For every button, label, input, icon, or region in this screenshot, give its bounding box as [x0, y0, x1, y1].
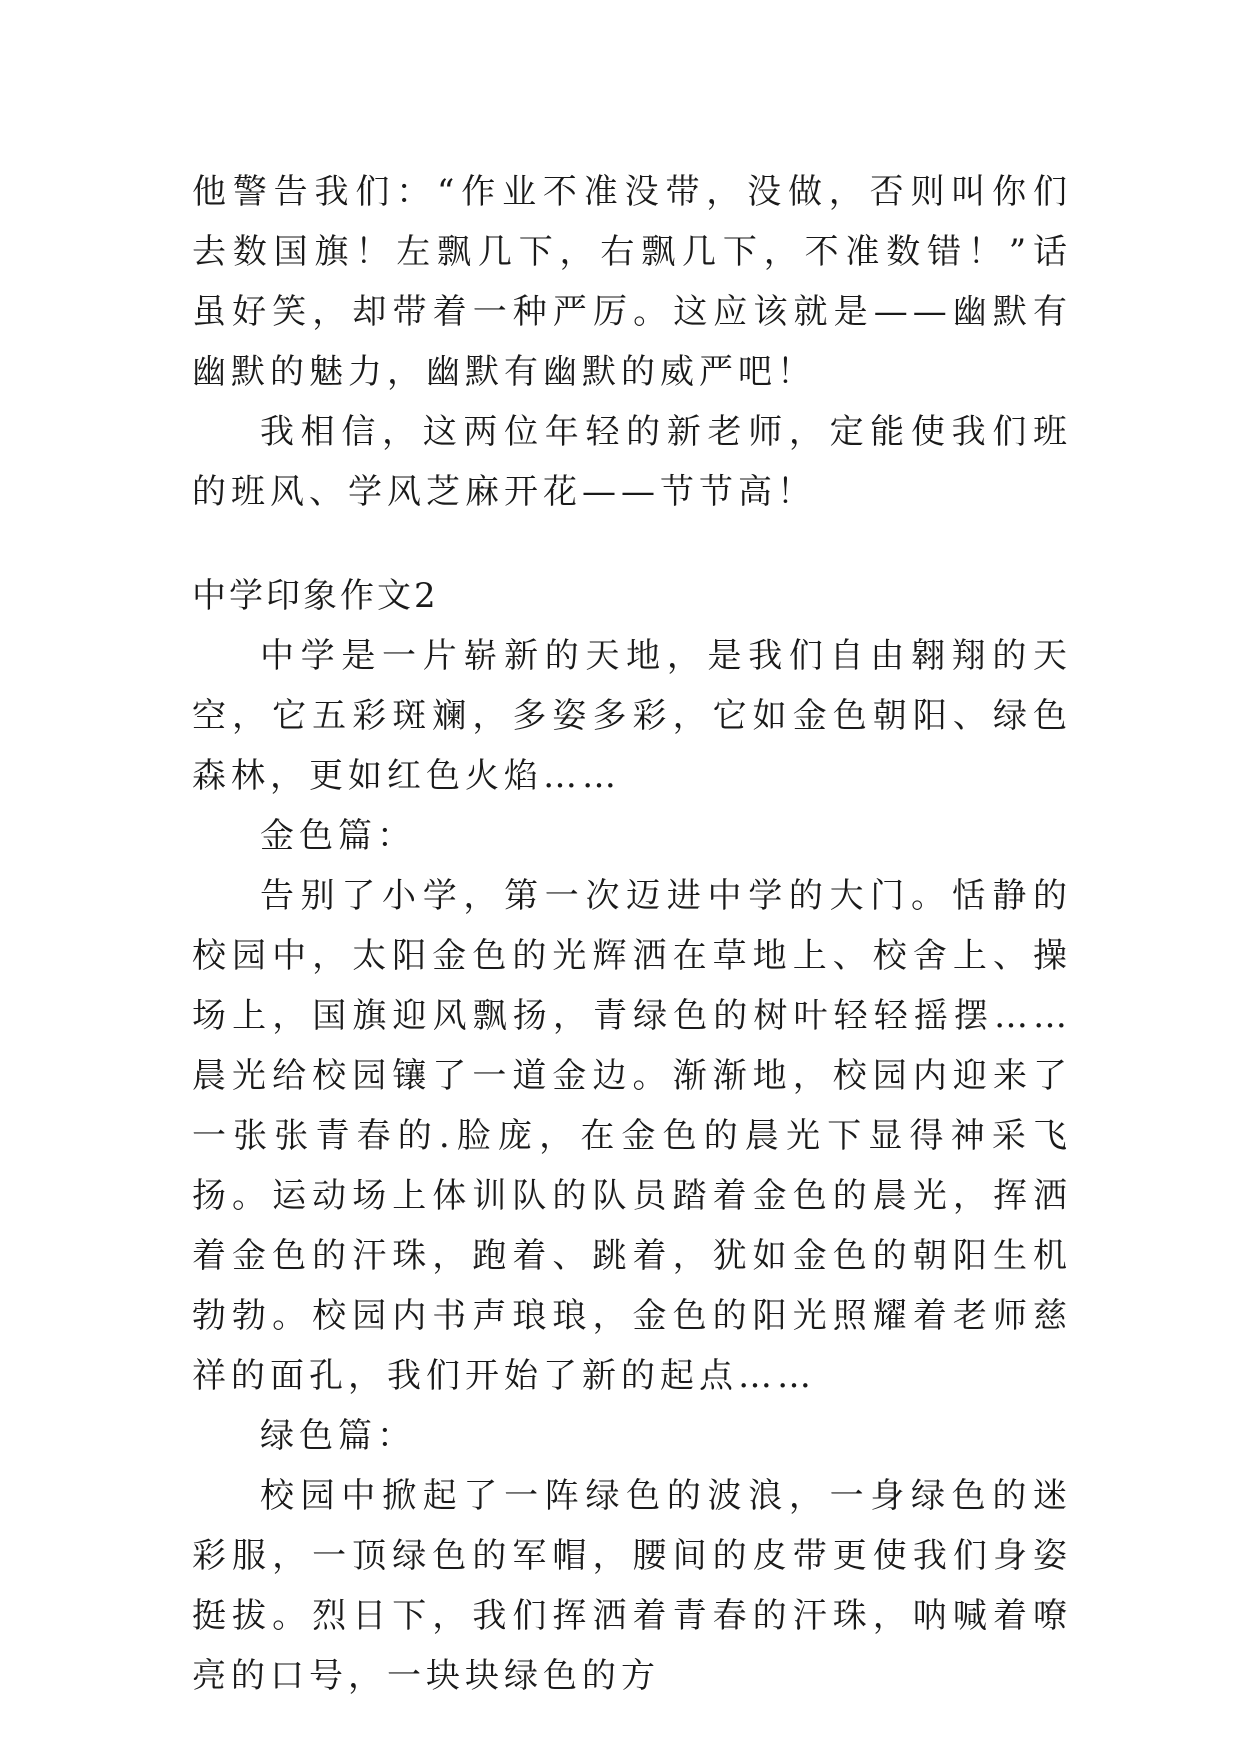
subheading-green: 绿色篇：	[260, 1416, 416, 1456]
paragraph-belief: 我相信，这两位年轻的新老师，定能使我们班的班风、学风芝麻开花——节节高！	[192, 412, 1072, 512]
paragraph-green: 校园中掀起了一阵绿色的波浪，一身绿色的迷彩服，一顶绿色的军帽，腰间的皮带更使我们身姿挺拔。烈日下，我们挥洒着青春的汗珠，呐喊着嘹亮的口号，一块块绿色的方	[192, 1476, 1072, 1696]
section-title: 中学印象作文2	[192, 576, 439, 616]
subheading-gold: 金色篇：	[260, 816, 416, 856]
paragraph-intro: 中学是一片崭新的天地，是我们自由翱翔的天空，它五彩斑斓，多姿多彩，它如金色朝阳、绿色森林，更如红色火焰……	[192, 636, 1072, 796]
document-body	[192, 162, 1072, 1706]
paragraph-warning: 他警告我们：“作业不准没带，没做，否则叫你们去数国旗！左飘几下，右飘几下，不准数错！”话虽好笑，却带着一种严厉。这应该就是——幽默有幽默的魅力，幽默有幽默的威严吧！	[192, 172, 1072, 392]
paragraph-gold: 告别了小学，第一次迈进中学的大门。恬静的校园中，太阳金色的光辉洒在草地上、校舍上、操场上，国旗迎风飘扬，青绿色的树叶轻轻摇摆……晨光给校园镶了一道金边。渐渐地，校园内迎来了一张张青春的.脸庞，在金色的晨光下显得神采飞扬。运动场上体训队的队员踏着金色的晨光，挥洒着金色的汗珠，跑着、跳着，犹如金色的朝阳生机勃勃。校园内书声琅琅，金色的阳光照耀着老师慈祥的面孔，我们开始了新的起点……	[192, 876, 1072, 1396]
